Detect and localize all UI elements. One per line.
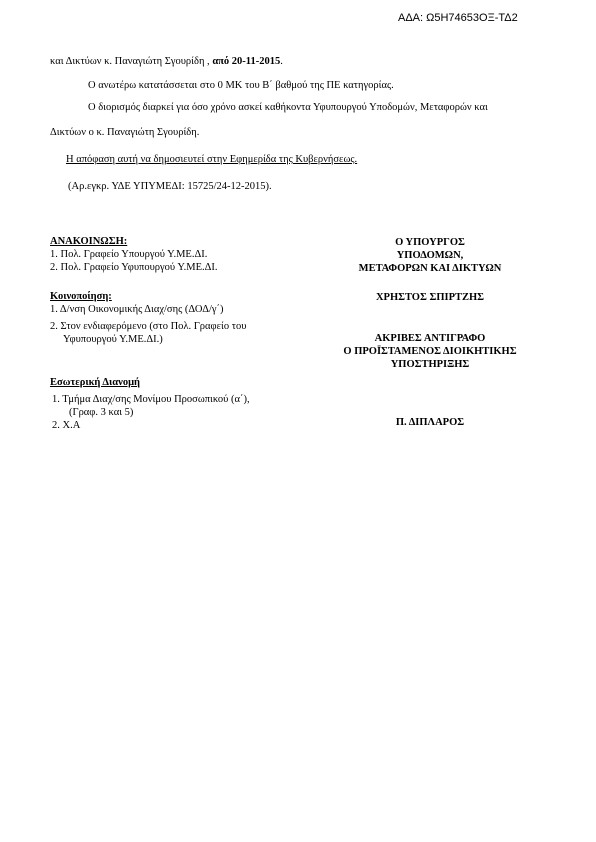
body-line-1-date: από 20-11-2015 <box>212 56 281 67</box>
minister-name: ΧΡΗΣΤΟΣ ΣΠΙΡΤΖΗΣ <box>375 292 485 303</box>
minister-title-line-3: ΜΕΤΑΦΟΡΩΝ ΚΑΙ ΔΙΚΤΥΩΝ <box>358 263 502 274</box>
anakoinosi-item-1: 1. Πολ. Γραφείο Υπουργού Υ.ΜΕ.ΔΙ. <box>50 249 208 260</box>
true-copy-block <box>330 332 530 371</box>
koinopoiisi-item-2-cont: Υφυπουργού Υ.ΜΕ.ΔΙ.) <box>63 334 163 345</box>
koinopoiisi-item-1: 1. Δ/νση Οικονομικής Διαχ/σης (ΔΟΔ/γ΄) <box>50 304 224 315</box>
body-line-2: Ο ανωτέρω κατατάσσεται στο 0 ΜΚ του Β΄ βαθμού της ΠΕ κατηγορίας. <box>88 80 394 91</box>
esoteriki-item-2: 2. Χ.Α <box>52 420 81 431</box>
body-line-1-suffix: . <box>280 56 283 67</box>
publication-note: Η απόφαση αυτή να δημοσιευτεί στην Εφημερίδα της Κυβερνήσεως. <box>66 154 358 165</box>
body-line-1 <box>50 56 283 67</box>
body-line-3: Ο διορισμός διαρκεί για όσο χρόνο ασκεί καθήκοντα Υφυπουργού Υποδομών, Μεταφορών και <box>88 102 488 113</box>
anakoinosi-item-2: 2. Πολ. Γραφείο Υφυπουργού Υ.ΜΕ.ΔΙ. <box>50 262 218 273</box>
koinopoiisi-title: Κοινοποίηση: <box>50 291 112 302</box>
esoteriki-item-1: 1. Τμήμα Διαχ/σης Μονίμου Προσωπικού (α΄), <box>52 394 250 405</box>
true-copy-line-3: ΥΠΟΣΤΗΡΙΞΗΣ <box>390 359 470 370</box>
esoteriki-item-1-cont: (Γραφ. 3 και 5) <box>69 407 134 418</box>
minister-title-line-1: Ο ΥΠΟΥΡΓΟΣ <box>395 237 465 248</box>
minister-title-line-2: ΥΠΟΔΟΜΩΝ, <box>396 250 464 261</box>
true-copy-line-2: Ο ΠΡΟΪΣΤΑΜΕΝΟΣ ΔΙΟΙΚΗΤΙΚΗΣ <box>343 346 517 357</box>
anakoinosi-title: ΑΝΑΚΟΙΝΩΣΗ: <box>50 236 128 247</box>
head-name: Π. ΔΙΠΛΑΡΟΣ <box>395 417 465 428</box>
approval-reference: (Αρ.εγκρ. ΥΔΕ ΥΠΥΜΕΔΙ: 15725/24-12-2015). <box>68 181 272 192</box>
body-line-4: Δικτύων ο κ. Παναγιώτη Σγουρίδη. <box>50 127 200 138</box>
esoteriki-title: Εσωτερική Διανομή <box>50 377 140 388</box>
koinopoiisi-item-2: 2. Στον ενδιαφερόμενο (στο Πολ. Γραφείο του <box>50 321 247 332</box>
true-copy-line-1: ΑΚΡΙΒΕΣ ΑΝΤΙΓΡΑΦΟ <box>374 333 486 344</box>
ada-code: ΑΔΑ: Ω5Η74653ΟΞ-ΤΔ2 <box>398 12 518 24</box>
body-line-1-prefix: και Δικτύων κ. Παναγιώτη Σγουρίδη , <box>50 56 210 67</box>
minister-title-block <box>330 236 530 275</box>
